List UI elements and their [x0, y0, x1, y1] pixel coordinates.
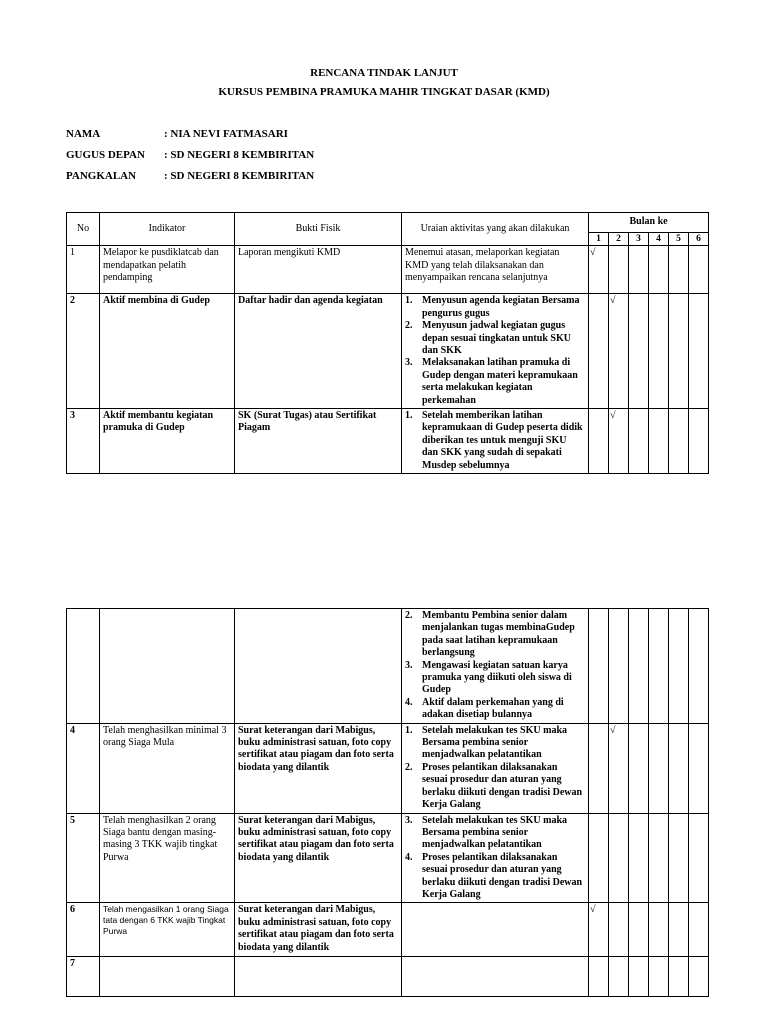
uraian-item	[405, 762, 585, 812]
month-cell-5	[669, 246, 689, 294]
uraian-item-text: Menyusun agenda kegiatan Bersama pengurus gugus	[422, 295, 580, 319]
month-cell-6	[689, 957, 709, 997]
info-value: : SD NEGERI 8 KEMBIRITAN	[164, 149, 315, 161]
row-uraian	[402, 723, 589, 813]
row-indikator: Aktif membantu kegiatan pramuka di Gudep	[100, 409, 235, 474]
month-cell-3	[629, 246, 649, 294]
row-uraian	[402, 609, 589, 724]
plan-table-page-2	[66, 608, 709, 997]
row-bukti-fisik: Surat keterangan dari Mabigus, buku administrasi satuan, foto copy sertifikat atau piagam dan foto serta biodata yang dilantik	[235, 723, 402, 813]
uraian-item	[405, 295, 585, 320]
header-month-2: 2	[609, 233, 629, 246]
month-cell-4	[649, 903, 669, 957]
month-cell-3	[629, 723, 649, 813]
table-row	[67, 813, 709, 903]
uraian-list	[405, 610, 585, 722]
month-cell-2	[609, 246, 629, 294]
month-cell-5	[669, 294, 689, 409]
month-cell-6	[689, 609, 709, 724]
uraian-item	[405, 697, 585, 722]
header-month-3: 3	[629, 233, 649, 246]
header-month-6: 6	[689, 233, 709, 246]
uraian-item-number: 2.	[405, 761, 413, 773]
uraian-item	[405, 410, 585, 472]
uraian-item	[405, 725, 585, 762]
uraian-item-number: 3.	[405, 814, 413, 826]
row-bukti-fisik: Surat keterangan dari Mabigus, buku administrasi satuan, foto copy sertifikat atau piagam dan foto serta biodata yang dilantik	[235, 813, 402, 903]
month-cell-4	[649, 609, 669, 724]
uraian-item-text: Setelah melakukan tes SKU maka Bersama pembina senior menjadwalkan pelatantikan	[422, 814, 568, 851]
uraian-item-number: 3.	[405, 357, 413, 369]
month-cell-4	[649, 957, 669, 997]
uraian-item-text: Melaksanakan latihan pramuka di Gudep dengan materi kepramukaan serta melakukan kegiatan perkemahan	[422, 357, 578, 406]
month-cell-1: √	[589, 246, 609, 294]
month-cell-4	[649, 409, 669, 474]
info-value: : NIA NEVI FATMASARI	[164, 128, 288, 140]
header-indikator: Indikator	[100, 213, 235, 246]
month-cell-3	[629, 813, 649, 903]
row-number: 7	[67, 957, 100, 997]
month-cell-3	[629, 294, 649, 409]
table-row	[67, 609, 709, 724]
uraian-item-number: 2.	[405, 610, 413, 621]
month-cell-5	[669, 609, 689, 724]
month-cell-2	[609, 903, 629, 957]
row-uraian	[402, 813, 589, 903]
row-uraian: Menemui atasan, melaporkan kegiatan KMD yang telah dilaksanakan dan menyampaikan rencana selanjutnya	[402, 246, 589, 294]
uraian-item	[405, 852, 585, 902]
month-cell-1: √	[589, 903, 609, 957]
header-bulan-ke: Bulan ke	[589, 213, 709, 233]
uraian-item-text: Proses pelantikan dilaksanakan sesuai prosedur dan aturan yang berlaku diikuti dengan tradisi Dewan Kerja Galang	[422, 851, 583, 900]
uraian-item-number: 4.	[405, 851, 413, 863]
row-indikator: Telah menghasilkan minimal 3 orang Siaga Mula	[100, 723, 235, 813]
month-cell-4	[649, 813, 669, 903]
month-cell-3	[629, 609, 649, 724]
month-cell-3	[629, 957, 649, 997]
info-name	[66, 128, 288, 140]
row-number: 2	[67, 294, 100, 409]
header-month-1: 1	[589, 233, 609, 246]
row-uraian	[402, 903, 589, 957]
uraian-list	[405, 815, 585, 902]
uraian-item-number: 3.	[405, 659, 413, 671]
row-number	[67, 609, 100, 724]
table-row	[67, 903, 709, 957]
document-subtitle: KURSUS PEMBINA PRAMUKA MAHIR TINGKAT DASAR (KMD)	[218, 86, 550, 98]
month-cell-1	[589, 294, 609, 409]
row-number: 1	[67, 246, 100, 294]
uraian-item-text: Proses pelantikan dilaksanakan sesuai prosedur dan aturan yang berlaku diikuti dengan tradisi Dewan Kerja Galang	[422, 761, 583, 811]
header-month-4: 4	[649, 233, 669, 246]
row-indikator	[100, 957, 235, 997]
row-indikator	[100, 609, 235, 724]
uraian-item-number: 1.	[405, 724, 413, 736]
row-bukti-fisik: SK (Surat Tugas) atau Sertifikat Piagam	[235, 409, 402, 474]
row-number: 4	[67, 723, 100, 813]
uraian-list	[405, 725, 585, 812]
row-number: 3	[67, 409, 100, 474]
header-month-5: 5	[669, 233, 689, 246]
month-cell-4	[649, 294, 669, 409]
month-cell-5	[669, 813, 689, 903]
info-label: NAMA	[66, 128, 101, 140]
row-bukti-fisik: Surat keterangan dari Mabigus, buku administrasi satuan, foto copy sertifikat atau piagam dan foto serta biodata yang dilantik	[235, 903, 402, 957]
uraian-list	[405, 295, 585, 407]
uraian-item	[405, 815, 585, 852]
month-cell-3	[629, 903, 649, 957]
table-row	[67, 723, 709, 813]
info-label: PANGKALAN	[66, 170, 137, 182]
document-title: RENCANA TINDAK LANJUT	[310, 67, 458, 79]
uraian-list	[405, 410, 585, 472]
month-cell-6	[689, 409, 709, 474]
month-cell-4	[649, 723, 669, 813]
row-indikator: Telah menghasilkan 2 orang Siaga bantu dengan masing-masing 3 TKK wajib tingkat Purwa	[100, 813, 235, 903]
row-number: 6	[67, 903, 100, 957]
table-row	[67, 957, 709, 997]
month-cell-1	[589, 409, 609, 474]
month-cell-6	[689, 723, 709, 813]
month-cell-2: √	[609, 723, 629, 813]
month-cell-1	[589, 609, 609, 724]
month-cell-5	[669, 903, 689, 957]
month-cell-5	[669, 723, 689, 813]
uraian-item	[405, 357, 585, 407]
row-number: 5	[67, 813, 100, 903]
month-cell-6	[689, 903, 709, 957]
month-cell-3	[629, 409, 649, 474]
month-cell-5	[669, 409, 689, 474]
header-no: No	[67, 213, 100, 246]
info-value: : SD NEGERI 8 KEMBIRITAN	[164, 170, 315, 182]
row-indikator: Aktif membina di Gudep	[100, 294, 235, 409]
uraian-item-text: Mengawasi kegiatan satuan karya pramuka yang diikuti oleh siswa di Gudep	[422, 659, 572, 696]
row-bukti-fisik: Laporan mengikuti KMD	[235, 246, 402, 294]
uraian-item-text: Menyusun jadwal kegiatan gugus depan sesuai tingkatan untuk SKU dan SKK	[422, 320, 571, 357]
uraian-item-text: Setelah melakukan tes SKU maka Bersama pembina senior menjadwalkan pelatantikan	[422, 724, 568, 761]
row-indikator: Telah mengasilkan 1 orang Siaga tata dengan 6 TKK wajib Tingkat Purwa	[100, 903, 235, 957]
uraian-item-text: Aktif dalam perkemahan yang di adakan disetiap bulannya	[422, 696, 564, 721]
header-uraian: Uraian aktivitas yang akan dilakukan	[402, 213, 589, 246]
plan-table-page-1	[66, 212, 709, 474]
table-row	[67, 294, 709, 409]
header-bukti-fisik: Bukti Fisik	[235, 213, 402, 246]
info-label: GUGUS DEPAN	[66, 149, 145, 161]
uraian-item	[405, 610, 585, 660]
month-cell-4	[649, 246, 669, 294]
month-cell-1	[589, 957, 609, 997]
table-row	[67, 409, 709, 474]
uraian-item	[405, 660, 585, 697]
month-cell-2: √	[609, 409, 629, 474]
row-bukti-fisik	[235, 957, 402, 997]
row-bukti-fisik: Daftar hadir dan agenda kegiatan	[235, 294, 402, 409]
month-cell-6	[689, 294, 709, 409]
month-cell-6	[689, 813, 709, 903]
uraian-item-number: 1.	[405, 410, 413, 422]
row-uraian	[402, 957, 589, 997]
month-cell-2	[609, 813, 629, 903]
uraian-item-text: Setelah memberikan latihan kepramukaan di Gudep peserta didik diberikan tes untuk menguji SKU dan SKK yang sudah di sepakati Musdep sebelumnya	[422, 410, 583, 471]
uraian-item-text: Membantu Pembina senior dalam menjalankan tugas membinaGudep pada saat latihan kepramukaan berlangsung	[422, 610, 575, 659]
month-cell-2	[609, 609, 629, 724]
row-uraian	[402, 294, 589, 409]
row-indikator: Melapor ke pusdiklatcab dan mendapatkan pelatih pendamping	[100, 246, 235, 294]
month-cell-6	[689, 246, 709, 294]
uraian-item-number: 4.	[405, 696, 413, 708]
uraian-item-number: 2.	[405, 320, 413, 332]
info-gugus-depan	[66, 149, 314, 161]
row-uraian	[402, 409, 589, 474]
month-cell-1	[589, 813, 609, 903]
month-cell-5	[669, 957, 689, 997]
month-cell-2: √	[609, 294, 629, 409]
row-bukti-fisik	[235, 609, 402, 724]
uraian-item	[405, 320, 585, 357]
table-row	[67, 246, 709, 294]
month-cell-1	[589, 723, 609, 813]
uraian-item-number: 1.	[405, 295, 413, 307]
info-pangkalan	[66, 170, 314, 182]
month-cell-2	[609, 957, 629, 997]
